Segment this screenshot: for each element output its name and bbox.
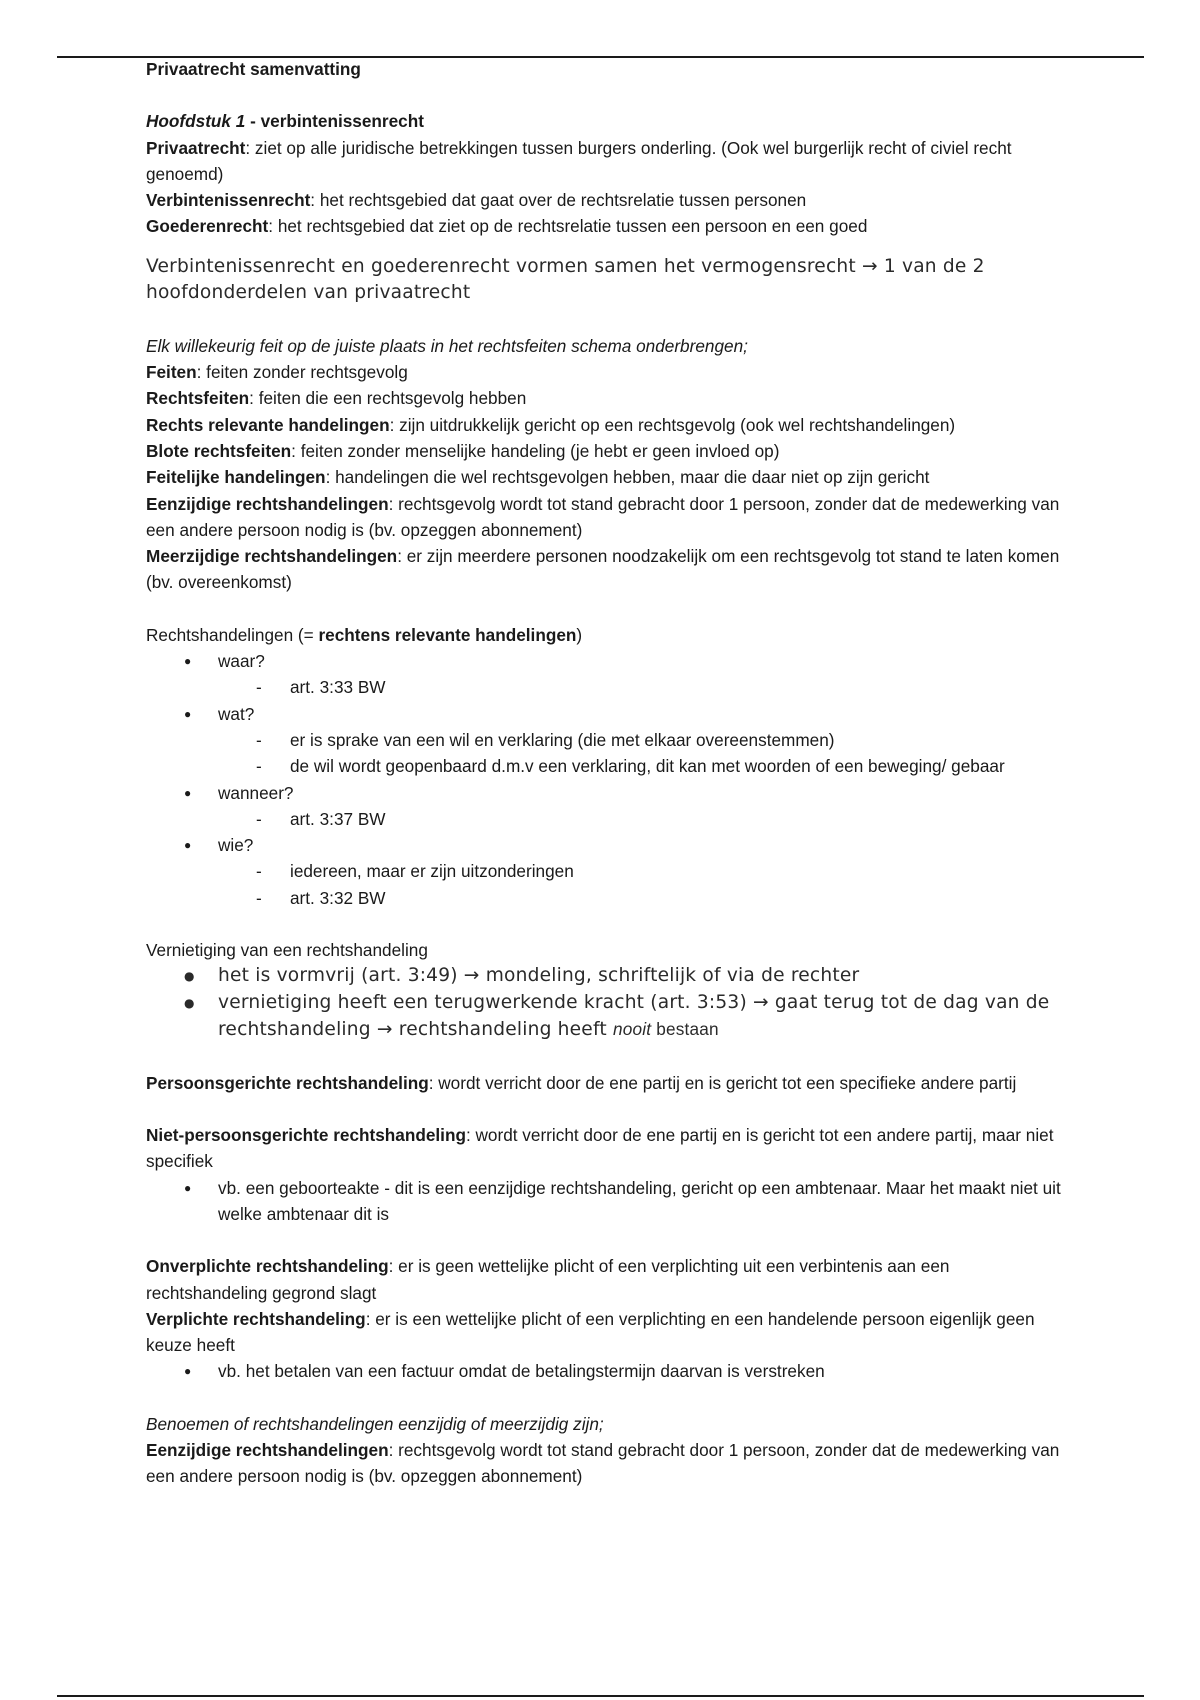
definition-term: Verbintenissenrecht (146, 190, 311, 211)
bottom-rule (57, 1695, 1144, 1697)
list-item-label: wat? (218, 703, 255, 724)
list-item-wanneer (146, 780, 1066, 833)
definition-rechtsfeiten (146, 385, 1066, 411)
definition-text: : wordt verricht door de ene partij en is gericht tot een andere partij, maar niet specifiek (146, 1125, 1054, 1172)
chapter-heading (146, 108, 1066, 134)
definition-verbintenissenrecht (146, 187, 1066, 213)
definition-text: : feiten zonder rechtsgevolg (196, 362, 408, 383)
definition-term: Verplichte rechtshandeling (146, 1308, 366, 1329)
sub-item: - er is sprake van een wil en verklaring (die met elkaar overeenstemmen) (146, 727, 1066, 753)
heading-bold: rechtens relevante handelingen (318, 624, 577, 645)
example-list (146, 1175, 1066, 1228)
definition-text: : rechtsgevolg wordt tot stand gebracht door 1 persoon, zonder dat de medewerking van een andere persoon nodig is (bv. opzeggen abonnement) (146, 493, 1060, 540)
sub-item: - art. 3:33 BW (146, 674, 1066, 700)
heading-suffix: ) (576, 624, 583, 645)
example-list (146, 1358, 1066, 1384)
definition-text: : het rechtsgebied dat ziet op de rechtsrelatie tussen een persoon en een goed (268, 216, 868, 237)
rechtshandelingen-list (146, 648, 1066, 911)
definition-meerzijdige-rechtshandelingen (146, 543, 1066, 596)
definition-niet-persoonsgerichte-rechtshandeling (146, 1122, 1066, 1175)
sub-list (218, 674, 1066, 700)
chapter-number: Hoofdstuk 1 (146, 111, 246, 132)
list-item (146, 990, 1066, 1044)
definition-text: : ziet op alle juridische betrekkingen tussen burgers onderling. (Ook wel burgerlijk recht of civiel recht genoemd) (146, 137, 1012, 184)
chapter-title: - verbintenissenrecht (245, 111, 424, 132)
definition-persoonsgerichte-rechtshandeling (146, 1070, 1066, 1096)
definition-text: : er is geen wettelijke plicht of een verplichting uit een verbintenis aan een rechtshandeling gegrond slagt (146, 1256, 950, 1303)
sub-item: - art. 3:37 BW (146, 806, 1066, 832)
document-page (146, 56, 1066, 1490)
list-item: ● vb. een geboorteakte - dit is een eenzijdige rechtshandeling, gericht op een ambtenaar. Maar het maakt niet uit welke ambtenaar dit is (146, 1175, 1066, 1228)
definition-term: Goederenrecht (146, 216, 269, 237)
definition-term: Meerzijdige rechtshandelingen (146, 546, 398, 567)
definition-text: : handelingen die wel rechtsgevolgen hebben, maar die daar niet op zijn gericht (325, 467, 930, 488)
definition-term: Persoonsgerichte rechtshandeling (146, 1072, 429, 1093)
schema-intro: Elk willekeurig feit op de juiste plaats in het rechtsfeiten schema onderbrengen; (146, 335, 748, 356)
definition-term: Privaatrecht (146, 137, 246, 158)
definition-term: Rechts relevante handelingen (146, 414, 390, 435)
sub-item: - art. 3:32 BW (146, 885, 1066, 911)
definition-goederenrecht (146, 213, 1066, 239)
rechtshandelingen-heading (146, 622, 1066, 648)
definition-verplichte-rechtshandeling (146, 1306, 1066, 1359)
definition-term: Eenzijdige rechtshandelingen (146, 1440, 389, 1461)
definition-term: Eenzijdige rechtshandelingen (146, 493, 389, 514)
definition-text: : wordt verricht door de ene partij en is gericht tot een specifieke andere partij (428, 1072, 1017, 1093)
definition-privaatrecht (146, 135, 1066, 188)
definition-text: : feiten die een rechtsgevolg hebben (249, 388, 527, 409)
definition-feitelijke-handelingen (146, 464, 1066, 490)
vernietiging-list (146, 963, 1066, 1044)
definition-text: : het rechtsgebied dat gaat over de rechtsrelatie tussen personen (310, 190, 807, 211)
definition-blote-rechtsfeiten (146, 438, 1066, 464)
definition-text: : zijn uitdrukkelijk gericht op een rechtsgevolg (ook wel rechtshandelingen) (389, 414, 956, 435)
definition-text: : er is een wettelijke plicht of een verplichting en een handelende persoon eigenlijk geen keuze heeft (146, 1308, 1035, 1356)
list-item-wie (146, 832, 1066, 911)
list-item-text: bestaan (651, 1019, 719, 1040)
sub-list (218, 858, 1066, 911)
vernietiging-heading: Vernietiging van een rechtshandeling (146, 940, 428, 961)
list-item-text: vernietiging heeft een terugwerkende kracht (art. 3:53) → gaat terug tot de dag van de rechtshandeling → rechtshandeling heeft (218, 991, 1050, 1041)
sub-list (218, 806, 1066, 832)
list-item: ● vb. het betalen van een factuur omdat de betalingstermijn daarvan is verstreken (146, 1358, 1066, 1384)
definition-term: Rechtsfeiten (146, 388, 250, 409)
definition-term: Niet-persoonsgerichte rechtshandeling (146, 1125, 466, 1146)
heading-prefix: Rechtshandelingen (= (146, 624, 319, 645)
list-item-label: wie? (218, 835, 254, 856)
vermogensrecht-note: Verbintenissenrecht en goederenrecht vormen samen het vermogensrecht → 1 van de 2 hoofdonderdelen van privaatrecht (146, 255, 985, 304)
definition-rechts-relevante-handelingen (146, 412, 1066, 438)
definition-onverplichte-rechtshandeling (146, 1253, 1066, 1306)
definition-term: Onverplichte rechtshandeling (146, 1256, 389, 1277)
sub-item: - de wil wordt geopenbaard d.m.v een verklaring, dit kan met woorden of een beweging/ gebaar (146, 753, 1066, 779)
list-item: ● het is vormvrij (art. 3:49) → mondeling, schriftelijk of via de rechter (146, 963, 1066, 990)
definition-eenzijdige-rechtshandelingen-2 (146, 1437, 1066, 1490)
list-item-label: wanneer? (218, 782, 294, 803)
list-item-wat (146, 701, 1066, 780)
definition-text: : feiten zonder menselijke handeling (je hebt er geen invloed op) (291, 440, 780, 461)
definition-text: : rechtsgevolg wordt tot stand gebracht door 1 persoon, zonder dat de medewerking van een andere persoon nodig is (bv. opzeggen abonnement) (146, 1440, 1060, 1487)
definition-text: : er zijn meerdere personen noodzakelijk om een rechtsgevolg tot stand te laten komen (bv. overeenkomst) (146, 546, 1060, 593)
definition-term: Blote rechtsfeiten (146, 440, 292, 461)
definition-term: Feitelijke handelingen (146, 467, 326, 488)
emphasis: nooit (612, 1019, 652, 1040)
sub-item: - iedereen, maar er zijn uitzonderingen (146, 858, 1066, 884)
list-item-label: waar? (218, 651, 265, 672)
sub-list (218, 727, 1066, 780)
list-item-waar (146, 648, 1066, 701)
definition-eenzijdige-rechtshandelingen (146, 491, 1066, 544)
definition-term: Feiten (146, 362, 197, 383)
definition-feiten (146, 359, 1066, 385)
document-title: Privaatrecht samenvatting (146, 59, 361, 79)
benoemen-intro: Benoemen of rechtshandelingen eenzijdig of meerzijdig zijn; (146, 1413, 604, 1434)
